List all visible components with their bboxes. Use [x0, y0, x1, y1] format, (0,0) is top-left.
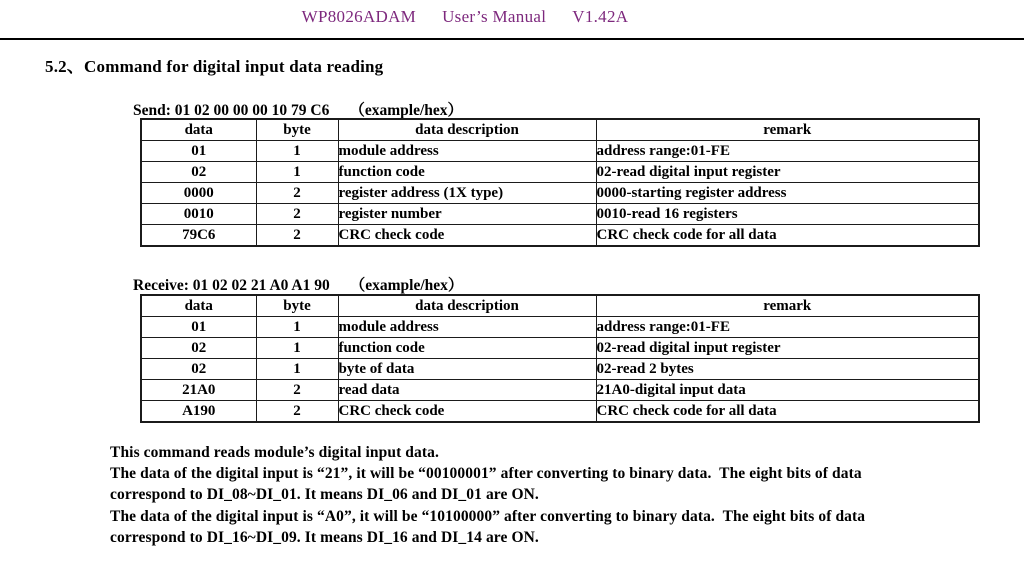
column-header: byte	[256, 295, 338, 317]
table-cell: 1	[256, 162, 338, 183]
table-cell: 1	[256, 317, 338, 338]
table-row	[141, 204, 979, 225]
table-row	[141, 359, 979, 380]
table-cell: 21A0	[141, 380, 256, 401]
header-document-title: User’s Manual	[442, 7, 547, 26]
table-cell: 0010-read 16 registers	[596, 204, 979, 225]
table-cell: 1	[256, 359, 338, 380]
table-cell: 0000	[141, 183, 256, 204]
table-row	[141, 380, 979, 401]
table-cell: 01	[141, 317, 256, 338]
table-cell: 2	[256, 204, 338, 225]
table-cell: 02	[141, 359, 256, 380]
table-cell: 79C6	[141, 225, 256, 247]
page-header	[0, 7, 1024, 27]
table-cell: 02-read digital input register	[596, 338, 979, 359]
column-header: byte	[256, 119, 338, 141]
table-cell: CRC check code	[338, 225, 596, 247]
table-cell: 02-read 2 bytes	[596, 359, 979, 380]
note-line: The data of the digital input is “A0”, it will be “10100000” after converting to binary data. The eight bits of data	[110, 507, 866, 525]
table-cell: 2	[256, 380, 338, 401]
table-cell: A190	[141, 401, 256, 423]
table-cell: function code	[338, 162, 596, 183]
table-cell: 1	[256, 141, 338, 162]
receive-table-body	[141, 317, 979, 423]
table-header-row	[141, 295, 979, 317]
header-divider-line	[0, 38, 1024, 40]
table-cell: CRC check code for all data	[596, 401, 979, 423]
table-row	[141, 162, 979, 183]
section-heading: 5.2、Command for digital input data reading	[45, 57, 384, 76]
send-command-text: Send: 01 02 00 00 00 10 79 C6	[133, 102, 330, 119]
column-header: data	[141, 119, 256, 141]
header-model-name: WP8026ADAM	[301, 7, 417, 26]
column-header: remark	[596, 119, 979, 141]
table-cell: 2	[256, 183, 338, 204]
receive-command-line	[133, 273, 463, 295]
table-header-row	[141, 119, 979, 141]
receive-example-note: （example/hex）	[349, 277, 464, 294]
table-row	[141, 401, 979, 423]
table-cell: register number	[338, 204, 596, 225]
table-cell: CRC check code for all data	[596, 225, 979, 247]
table-cell: module address	[338, 317, 596, 338]
table-cell: address range:01-FE	[596, 317, 979, 338]
table-row	[141, 317, 979, 338]
note-line: The data of the digital input is “21”, it will be “00100001” after converting to binary data. The eight bits of data	[110, 465, 862, 483]
table-cell: address range:01-FE	[596, 141, 979, 162]
note-line: correspond to DI_08~DI_01. It means DI_06 and DI_01 are ON.	[110, 486, 539, 504]
note-line: correspond to DI_16~DI_09. It means DI_16 and DI_14 are ON.	[110, 528, 539, 546]
note-line: This command reads module’s digital input data.	[110, 444, 439, 461]
table-cell: 1	[256, 338, 338, 359]
notes-paragraph	[110, 442, 865, 548]
table-row	[141, 183, 979, 204]
table-row	[141, 141, 979, 162]
table-cell: 2	[256, 225, 338, 247]
table-cell: 0010	[141, 204, 256, 225]
receive-command-table	[140, 294, 980, 423]
send-command-table	[140, 118, 980, 247]
receive-table-header	[141, 295, 979, 317]
table-cell: byte of data	[338, 359, 596, 380]
column-header: data	[141, 295, 256, 317]
table-cell: function code	[338, 338, 596, 359]
column-header: data description	[338, 119, 596, 141]
table-cell: read data	[338, 380, 596, 401]
table-cell: module address	[338, 141, 596, 162]
table-row	[141, 225, 979, 247]
header-version: V1.42A	[572, 7, 629, 26]
receive-command-text: Receive: 01 02 02 21 A0 A1 90	[133, 277, 330, 294]
send-command-line	[133, 98, 463, 120]
send-table-body	[141, 141, 979, 247]
send-example-note: （example/hex）	[349, 102, 464, 119]
table-cell: 21A0-digital input data	[596, 380, 979, 401]
column-header: remark	[596, 295, 979, 317]
table-cell: CRC check code	[338, 401, 596, 423]
table-cell: register address (1X type)	[338, 183, 596, 204]
column-header: data description	[338, 295, 596, 317]
table-cell: 02	[141, 338, 256, 359]
table-row	[141, 338, 979, 359]
table-cell: 2	[256, 401, 338, 423]
send-table-header	[141, 119, 979, 141]
table-cell: 01	[141, 141, 256, 162]
table-cell: 02-read digital input register	[596, 162, 979, 183]
table-cell: 0000-starting register address	[596, 183, 979, 204]
table-cell: 02	[141, 162, 256, 183]
